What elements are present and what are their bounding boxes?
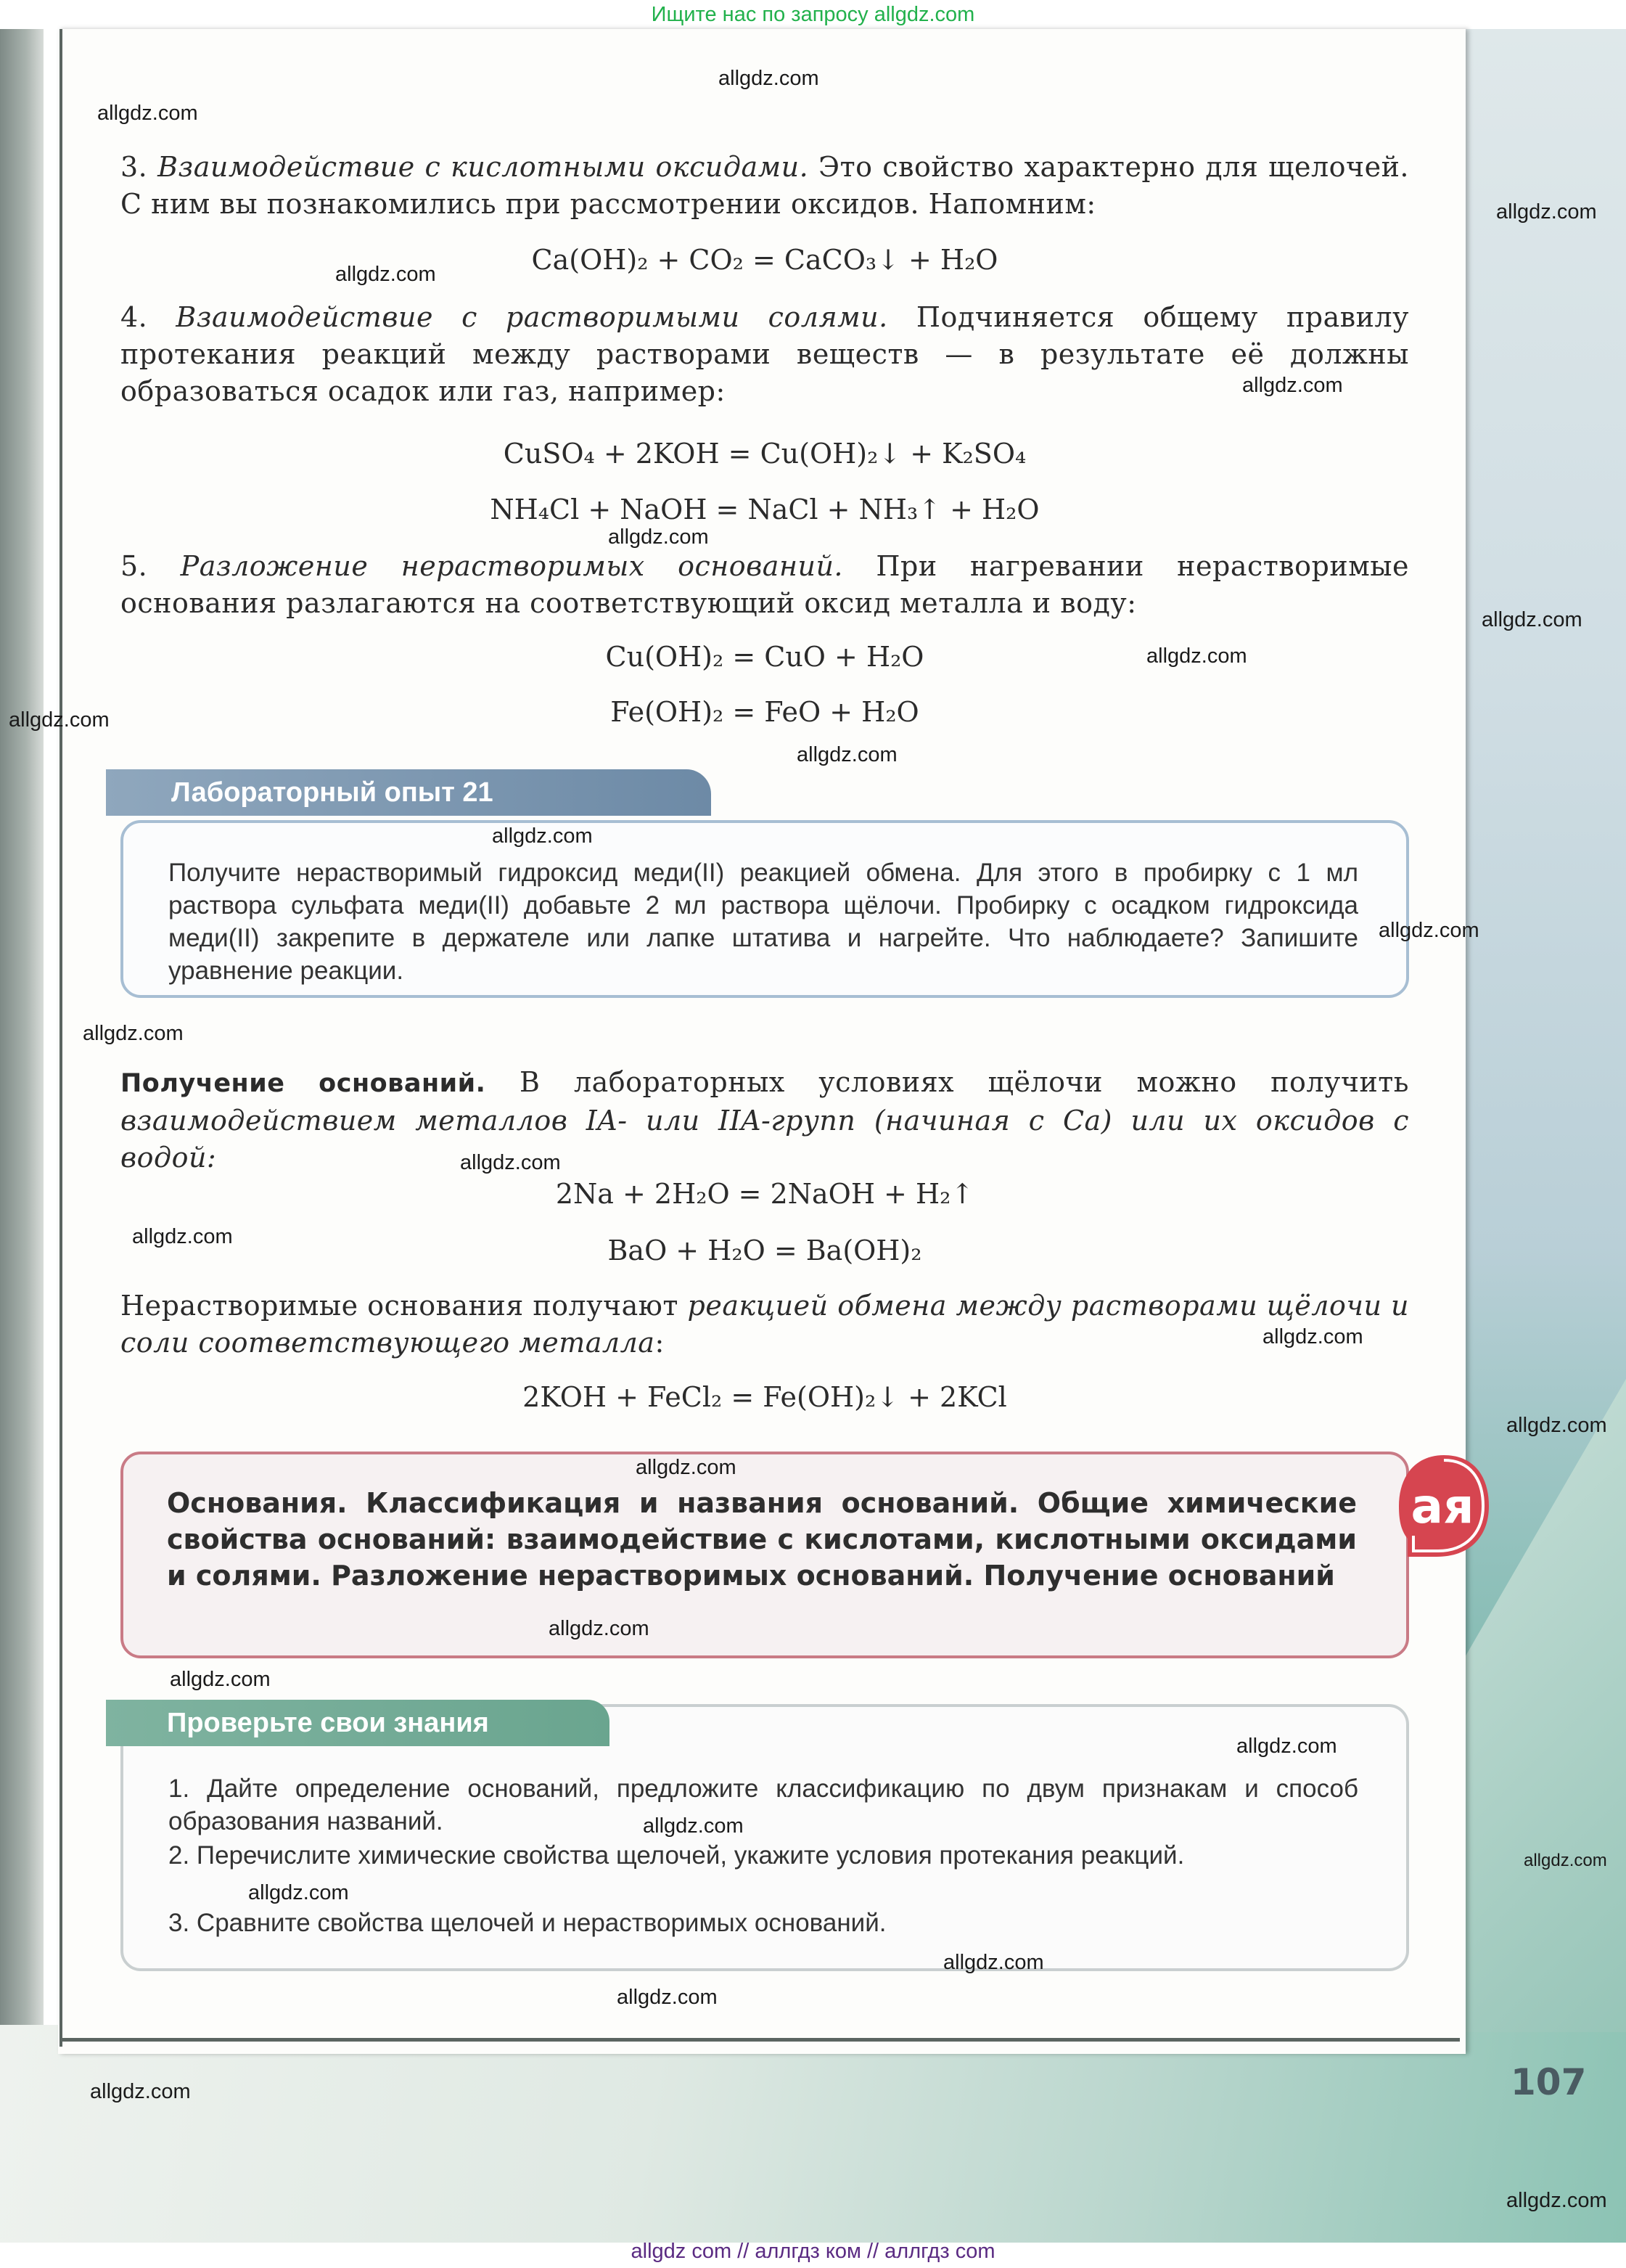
item-title: Взаимодействие с кислотными оксидами. [157,151,809,183]
watermark: allgdz.com [943,1951,1044,1974]
watermark: allgdz.com [608,525,709,549]
item-number: 4. [120,301,176,333]
watermark: allgdz.com [549,1617,649,1640]
keywords-text: Основания. Классификация и названия оснований. Общие химические свойства оснований: взаимодействие с кислотами, кислотными оксидами и солями. Разложение нерастворимых оснований. Получение оснований [167,1487,1357,1592]
watermark: allgdz.com [1236,1735,1337,1758]
watermark: allgdz.com [1506,1414,1607,1437]
top-banner[interactable]: Ищите нас по запросу allgdz.com [651,3,975,26]
watermark: allgdz.com [460,1151,561,1174]
svg-text:ая: ая [1411,1478,1474,1534]
item-title: Взаимодействие с растворимыми солями. [176,301,888,333]
check-title: Проверьте свои знания [106,1700,609,1746]
watermark: allgdz.com [248,1881,349,1904]
keywords-logo-icon [1393,1452,1495,1560]
watermark: allgdz.com [1242,374,1343,397]
equation-2: CuSO₄ + 2KOH = Cu(OH)₂↓ + K₂SO₄ [503,438,1027,470]
equation-8: 2KOH + FeCl₂ = Fe(OH)₂↓ + 2KCl [522,1381,1007,1413]
item-title: Разложение нерастворимых оснований. [180,550,843,582]
paragraph-4 [120,299,1409,410]
question-3: 3. Сравните свойства щелочей и нерастворимых оснований. [168,1909,887,1937]
lab-text: Получите нерастворимый гидроксид меди(II) реакцией обмена. Для этого в пробирку с 1 мл раствора сульфата меди(II) добавьте 2 мл раствора щёлочи. Пробирку с осадком гидроксида меди(II) закрепите в держателе или лапке штатива и нагрейте. Что наблюдаете? Запишите уравнение реакции. [168,859,1358,985]
section-text: В лабораторных условиях щёлочи можно получить [485,1066,1409,1098]
watermark: allgdz.com [1524,1851,1607,1870]
bottom-banner[interactable]: allgdz com // аллгдз ком // аллгдз com [631,2240,995,2263]
equation-3: NH₄Cl + NaOH = NaCl + NH₃↑ + H₂O [490,494,1040,525]
watermark: allgdz.com [90,2080,191,2103]
watermark: allgdz.com [132,1225,233,1248]
equation-7: BaO + H₂O = Ba(OH)₂ [607,1235,922,1266]
watermark: allgdz.com [492,824,593,848]
watermark: allgdz.com [1482,608,1582,631]
watermark: allgdz.com [1496,200,1597,224]
background-bottom [0,2025,1626,2243]
equation-6: 2Na + 2H₂O = 2NaOH + H₂↑ [555,1178,974,1210]
watermark: allgdz.com [83,1022,184,1045]
paragraph-6 [120,1064,1409,1176]
paragraph-3 [120,149,1409,223]
item-text: Это свойство характерно для щелочей. С ним вы познакомились при рассмотрении оксидов. Напомним: [120,151,1410,220]
lab-title: Лабораторный опыт 21 [106,769,711,816]
section-end: : [654,1327,665,1359]
watermark: allgdz.com [718,67,819,90]
equation-1: Ca(OH)₂ + CO₂ = CaCO₃↓ + H₂O [531,244,998,276]
watermark: allgdz.com [9,708,110,732]
watermark: allgdz.com [170,1668,271,1691]
section-italic: реакцией обмена между растворами щёлочи и соли соответствующего металла [120,1290,1410,1359]
page-border [59,29,62,2047]
item-number: 5. [120,550,181,582]
watermark: allgdz.com [97,102,198,125]
watermark: allgdz.com [1262,1325,1363,1348]
page-edge-left [0,29,44,2243]
item-number: 3. [120,151,158,183]
watermark: allgdz.com [1146,644,1247,668]
page-number: 107 [1511,2061,1587,2103]
equation-4: Cu(OH)₂ = CuO + H₂O [605,641,924,673]
watermark: allgdz.com [797,743,898,766]
watermark: allgdz.com [643,1814,744,1838]
question-1: 1. Дайте определение оснований, предложите классификацию по двум признакам и способ образования названий. [168,1774,1358,1835]
watermark: allgdz.com [1379,919,1479,942]
paragraph-7 [120,1287,1409,1362]
section-title: Получение оснований. [120,1069,486,1098]
watermark: allgdz.com [1506,2189,1607,2212]
item-text: При нагревании нерастворимые основания разлагаются на соответствующий оксид металла и воду: [120,550,1409,619]
watermark: allgdz.com [636,1456,736,1479]
section-italic: взаимодействием металлов IA- или IIA-групп (начиная с Ca) или их оксидов с водой: [120,1105,1409,1174]
question-2: 2. Перечислите химические свойства щелочей, укажите условия протекания реакций. [168,1841,1185,1870]
equation-5: Fe(OH)₂ = FeO + H₂O [610,696,919,728]
page-border-bottom [59,2038,1460,2042]
item-text: Подчиняется общему правилу протекания реакций между растворами веществ — в результате её должны образоваться осадок или газ, например: [120,301,1409,407]
watermark: allgdz.com [617,1986,718,2009]
paragraph-5 [120,548,1409,622]
section-text: Нерастворимые основания получают [120,1290,688,1322]
watermark: allgdz.com [335,263,436,286]
